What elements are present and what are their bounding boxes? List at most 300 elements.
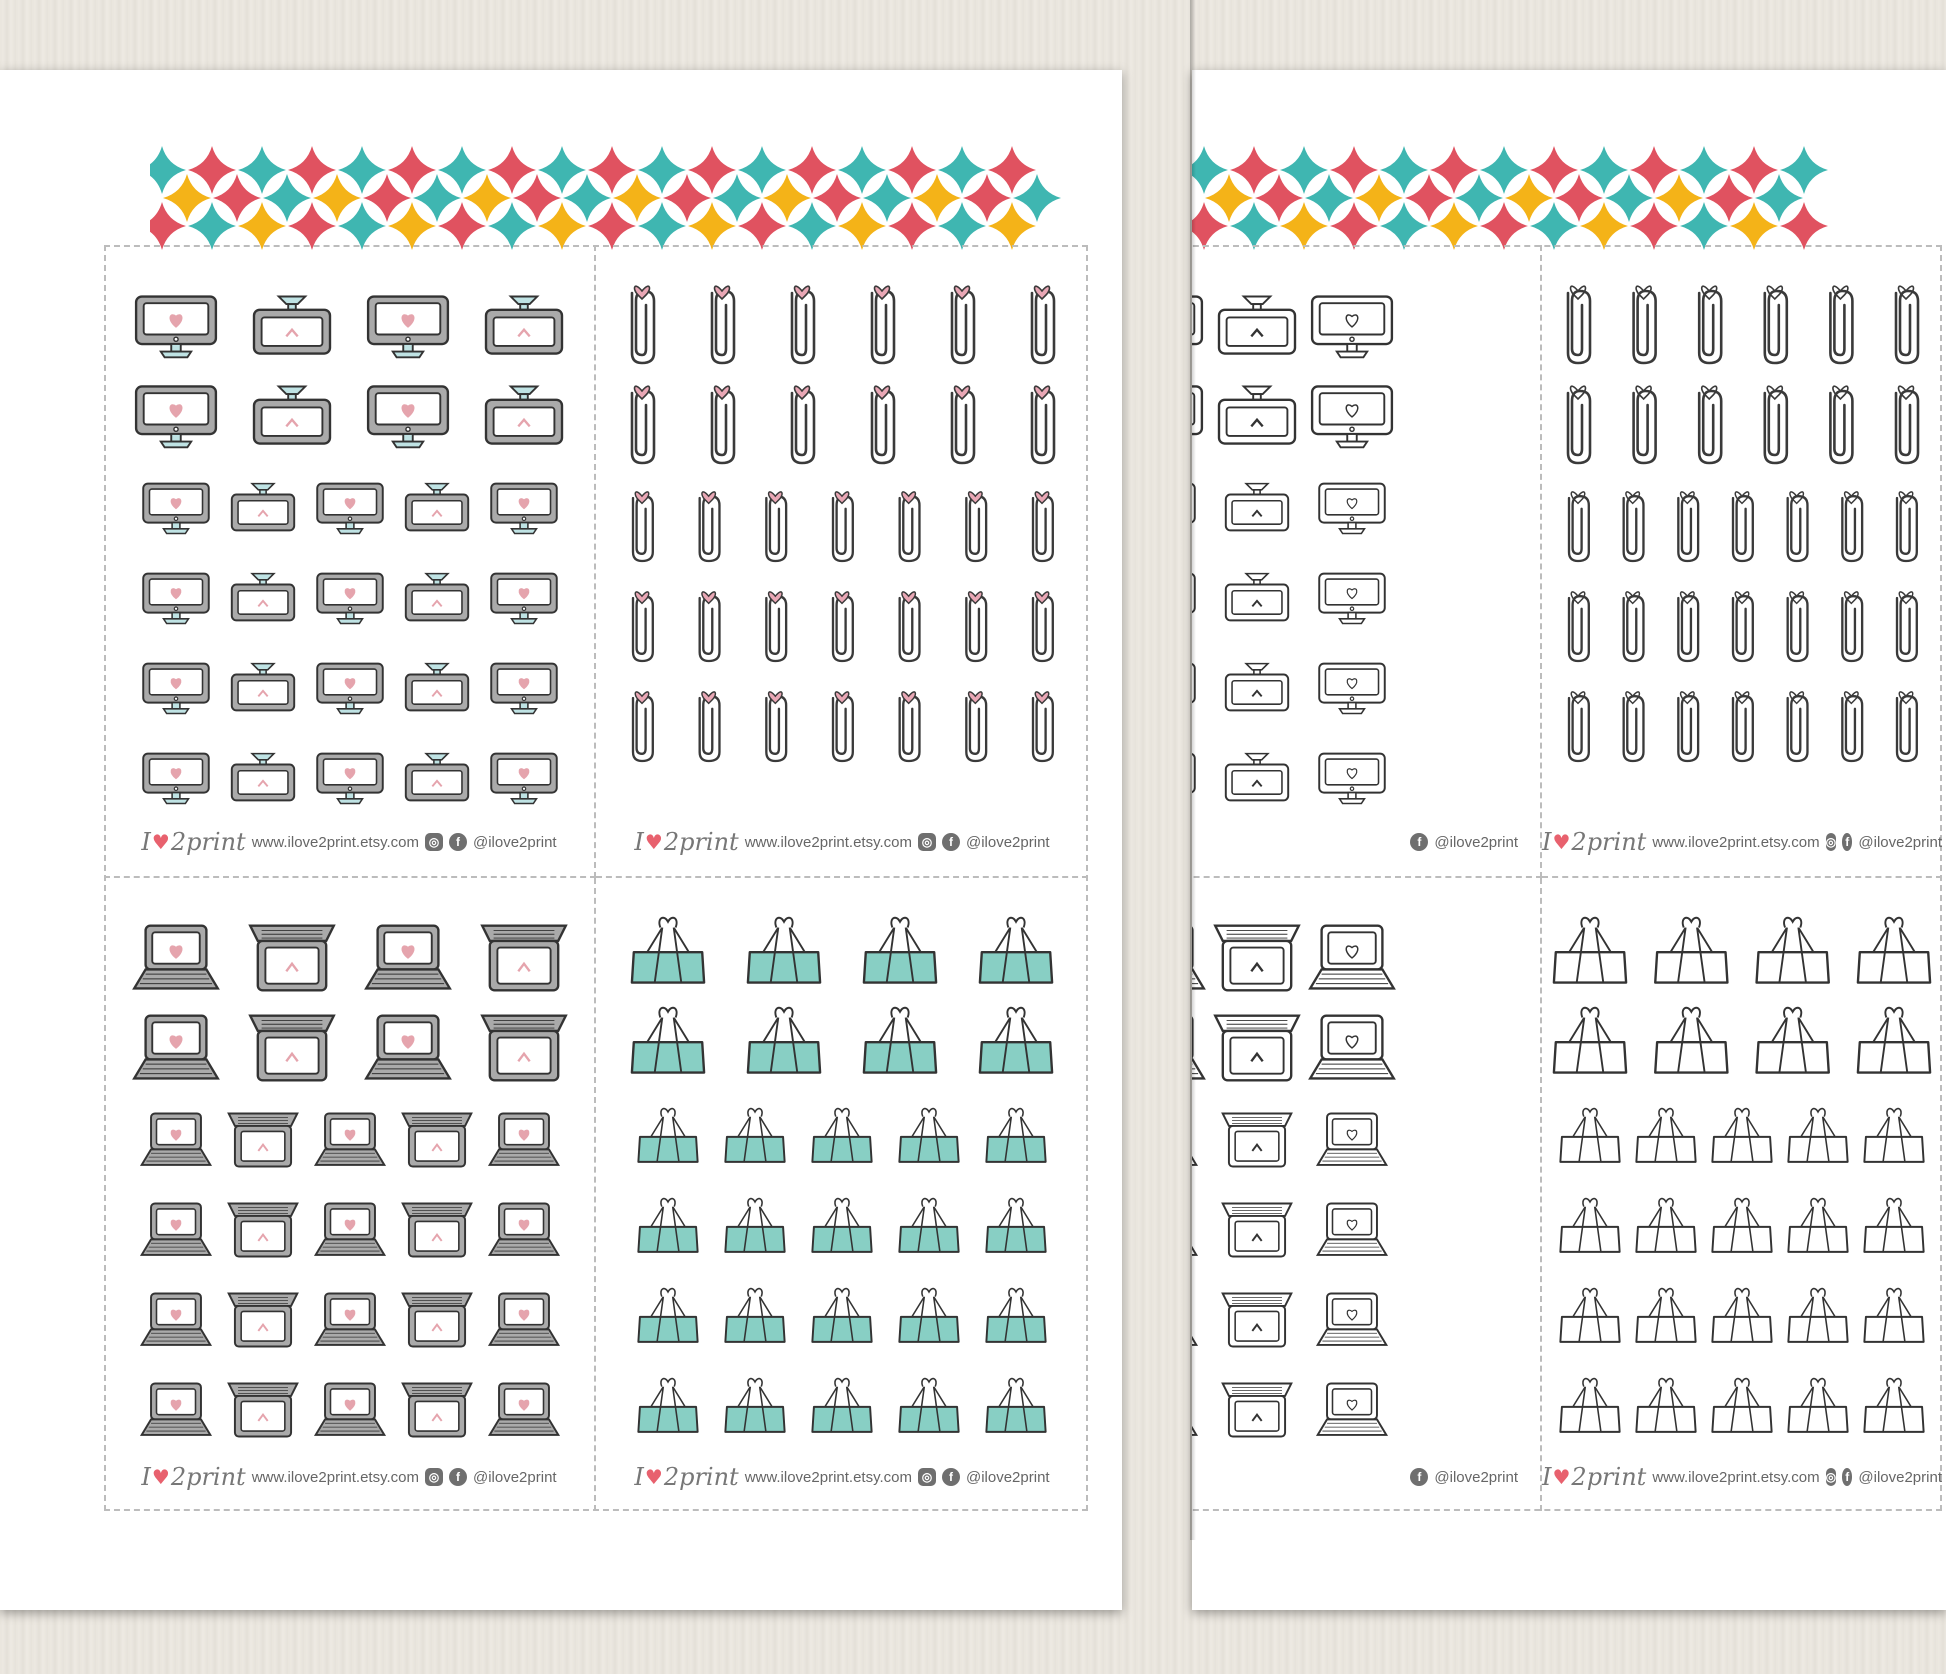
binder-clip-icon	[725, 1379, 784, 1432]
binder-clip-icon	[1788, 1379, 1847, 1432]
diamond-shape	[1230, 146, 1278, 194]
laptop-icon	[229, 1203, 298, 1256]
monitor-icon	[1226, 754, 1288, 801]
paperclip-icon	[1699, 286, 1721, 363]
diamond-shape	[763, 174, 811, 222]
laptop-icon	[134, 926, 218, 989]
sheet-footer	[596, 822, 1088, 862]
diamond-shape	[938, 146, 986, 194]
sheet-footer	[1542, 1457, 1942, 1497]
diamond-shape	[1280, 202, 1328, 250]
laptop-icon	[490, 1293, 559, 1344]
paperclip-icon	[632, 286, 654, 363]
diamond-shape	[150, 146, 186, 194]
diamond-shape	[1680, 202, 1728, 250]
laptop-icon	[316, 1383, 385, 1434]
binder-clip-icon	[986, 1199, 1045, 1252]
paperclip-icon	[1568, 386, 1590, 463]
facebook-icon: f	[942, 833, 960, 851]
diamond-shape	[1230, 202, 1278, 250]
binder-clip-icon	[725, 1289, 784, 1342]
diamond-shape	[288, 146, 336, 194]
diamond-shape	[1405, 174, 1453, 222]
monitor-icon	[232, 484, 294, 531]
diamond-shape	[888, 146, 936, 194]
diamond-shape	[1505, 174, 1553, 222]
heart-icon: ♥	[1552, 1465, 1571, 1489]
diamond-shape	[1580, 146, 1628, 194]
paperclip-icon	[833, 592, 853, 661]
paperclip-icon	[833, 692, 853, 761]
monitor-icon	[254, 387, 330, 444]
paperclip-icon	[1033, 692, 1053, 761]
diamond-shape	[313, 174, 361, 222]
paperclip-icon	[1842, 492, 1862, 561]
monitor-icon	[406, 574, 468, 621]
diamond-shape	[1580, 202, 1628, 250]
monitor-icon	[232, 574, 294, 621]
diamond-shape	[838, 146, 886, 194]
laptop-icon	[490, 1383, 559, 1434]
shop-url: www.ilove2print.etsy.com	[744, 1468, 912, 1486]
diamond-shape	[538, 202, 586, 250]
binder-clip-icon	[1636, 1289, 1695, 1342]
monitor-icon	[1312, 387, 1392, 448]
instagram-icon: ◎	[918, 1468, 936, 1486]
monitor-icon	[1226, 484, 1288, 531]
diamond-shape	[438, 146, 486, 194]
binder-clip-icon	[986, 1289, 1045, 1342]
diamond-shape	[988, 146, 1036, 194]
diamond-shape	[788, 146, 836, 194]
binder-clip-icon	[986, 1109, 1045, 1162]
diamond-pattern-band	[1192, 136, 1832, 256]
paperclip-icon	[1678, 492, 1698, 561]
paperclip-icon	[900, 692, 920, 761]
binder-clip-icon	[899, 1109, 958, 1162]
diamond-shape	[1655, 174, 1703, 222]
binder-clip-icon	[812, 1199, 871, 1252]
diamond-shape	[588, 146, 636, 194]
monitor-icon	[486, 297, 562, 354]
quadrant-paperclips	[596, 245, 1088, 878]
monitor-icon	[232, 754, 294, 801]
diamond-shape	[488, 202, 536, 250]
ilove2print-logo: I ♥ 2print	[634, 1463, 739, 1491]
monitor-icon	[136, 387, 216, 448]
binder-clip-icon	[1554, 918, 1626, 983]
paperclip-icon	[833, 492, 853, 561]
monitor-icon	[491, 484, 557, 534]
paperclip-icon	[1624, 692, 1644, 761]
binder-clip-icon	[1554, 1008, 1626, 1073]
diamond-shape	[663, 174, 711, 222]
diamond-shape	[338, 146, 386, 194]
binder-clip-icon	[638, 1199, 697, 1252]
diamond-shape	[1680, 146, 1728, 194]
facebook-icon: f	[449, 1468, 467, 1486]
facebook-icon: f	[1410, 833, 1428, 851]
binder-clip-icon	[812, 1109, 871, 1162]
laptop-icon	[403, 1113, 472, 1166]
diamond-shape	[588, 202, 636, 250]
monitor-icon	[317, 574, 383, 624]
laptop-icon	[1310, 1016, 1394, 1079]
binder-clip-icon	[1712, 1199, 1771, 1252]
laptop-icon	[250, 926, 334, 991]
paperclip-icon	[1788, 492, 1808, 561]
diamond-shape	[1480, 146, 1528, 194]
paperclip-icon	[632, 386, 654, 463]
sheet-footer	[596, 1457, 1088, 1497]
monitor-icon	[143, 754, 209, 804]
ilove2print-logo: I ♥ 2print	[141, 1463, 246, 1491]
facebook-icon: f	[449, 833, 467, 851]
monitor-icon	[406, 664, 468, 711]
laptop-icon	[134, 1016, 218, 1079]
paperclip-icon	[1569, 492, 1589, 561]
laptop-icon	[1223, 1113, 1292, 1166]
paperclip-icon	[766, 592, 786, 661]
paperclip-icon	[900, 492, 920, 561]
monitor-icon	[1226, 574, 1288, 621]
facebook-icon: f	[1410, 1468, 1428, 1486]
diamond-shape	[913, 174, 961, 222]
binder-clip-icon	[638, 1109, 697, 1162]
diamond-shape	[1730, 202, 1778, 250]
instagram-icon: ◎	[918, 833, 936, 851]
binder-clip-icon	[1712, 1109, 1771, 1162]
monitor-icon	[368, 387, 448, 448]
sheet-footer	[1542, 822, 1942, 862]
laptop-icon	[482, 926, 566, 991]
paperclip-icon	[1678, 592, 1698, 661]
binder-clip-icon	[980, 1008, 1052, 1073]
diamond-shape	[213, 174, 261, 222]
monitor-icon	[1312, 297, 1392, 358]
sheet-footer	[1192, 1457, 1540, 1497]
paperclip-icon	[766, 492, 786, 561]
diamond-shape	[1605, 174, 1653, 222]
quadrant-paperclips	[1542, 245, 1942, 878]
page-edge-shadow	[1190, 0, 1196, 1540]
binder-clip-icon	[1712, 1379, 1771, 1432]
diamond-shape	[1380, 146, 1428, 194]
paperclip-icon	[1830, 286, 1852, 363]
diamond-shape	[1192, 202, 1228, 250]
social-handle: @ilove2print	[1858, 1468, 1942, 1486]
binder-clip-icon	[1864, 1379, 1923, 1432]
binder-clip-icon	[1560, 1109, 1619, 1162]
diamond-shape	[1205, 174, 1253, 222]
paperclip-icon	[1634, 286, 1656, 363]
paperclip-icon	[633, 492, 653, 561]
diamond-shape	[1705, 174, 1753, 222]
diamond-shape	[513, 174, 561, 222]
diamond-shape	[638, 202, 686, 250]
binder-clip-icon	[748, 1008, 820, 1073]
laptop-icon	[490, 1113, 559, 1164]
monitor-icon	[491, 754, 557, 804]
monitor-icon	[136, 297, 216, 358]
laptop-icon	[316, 1113, 385, 1164]
monitor-icon	[1319, 574, 1385, 624]
social-handle: @ilove2print	[965, 833, 1050, 851]
diamond-shape	[1530, 146, 1578, 194]
social-handle: @ilove2print	[1434, 1468, 1518, 1486]
paperclip-icon	[1733, 592, 1753, 661]
diamond-shape	[363, 174, 411, 222]
laptop-icon	[316, 1203, 385, 1254]
ilove2print-logo: I ♥ 2print	[1542, 828, 1647, 856]
paperclip-icon	[1678, 692, 1698, 761]
binder-clip-icon	[1712, 1289, 1771, 1342]
paperclip-icon	[1569, 592, 1589, 661]
diamond-pattern-band	[150, 136, 1070, 256]
diamond-shape	[1730, 146, 1778, 194]
paperclip-icon	[1634, 386, 1656, 463]
diamond-shape	[1013, 174, 1061, 222]
paperclip-icon	[792, 386, 814, 463]
laptop-icon	[1318, 1113, 1387, 1164]
diamond-shape	[150, 202, 186, 250]
instagram-icon: ◎	[425, 1468, 443, 1486]
paperclip-icon	[1032, 286, 1054, 363]
binder-clip-icon	[1636, 1379, 1695, 1432]
diamond-shape	[963, 174, 1011, 222]
binder-clip-icon	[748, 918, 820, 983]
diamond-shape	[1430, 202, 1478, 250]
diamond-shape	[813, 174, 861, 222]
monitor-icon	[254, 297, 330, 354]
binder-clip-icon	[1788, 1109, 1847, 1162]
instagram-icon: ◎	[1825, 835, 1837, 849]
paperclip-icon	[1033, 492, 1053, 561]
paperclip-icon	[1032, 386, 1054, 463]
monitor-icon	[406, 754, 468, 801]
binder-clip-icon	[632, 1008, 704, 1073]
laptop-icon	[403, 1383, 472, 1436]
instagram-icon: ◎	[1825, 1470, 1837, 1484]
diamond-shape	[338, 202, 386, 250]
heart-icon: ♥	[151, 1465, 170, 1489]
paperclip-icon	[1699, 386, 1721, 463]
laptop-icon	[1318, 1383, 1387, 1434]
diamond-shape	[1530, 202, 1578, 250]
paperclip-icon	[966, 492, 986, 561]
paperclip-icon	[700, 492, 720, 561]
diamond-shape	[1555, 174, 1603, 222]
diamond-shape	[563, 174, 611, 222]
paperclip-icon	[872, 286, 894, 363]
monitor-icon	[1226, 664, 1288, 711]
monitor-icon	[143, 664, 209, 714]
binder-clip-icon	[980, 918, 1052, 983]
paperclip-icon	[700, 592, 720, 661]
shop-url: www.ilove2print.etsy.com	[251, 1468, 419, 1486]
binder-clip-icon	[1636, 1109, 1695, 1162]
quadrant-binder-clips	[596, 878, 1088, 1511]
paperclip-icon	[1624, 492, 1644, 561]
monitor-icon	[1219, 297, 1295, 354]
diamond-shape	[1380, 202, 1428, 250]
sheet-footer	[104, 822, 594, 862]
diamond-shape	[263, 174, 311, 222]
paperclip-icon	[766, 692, 786, 761]
instagram-icon: ◎	[425, 833, 443, 851]
diamond-shape	[738, 202, 786, 250]
laptop-icon	[490, 1203, 559, 1254]
binder-clip-icon	[864, 1008, 936, 1073]
binder-clip-icon	[1864, 1199, 1923, 1252]
laptop-icon	[142, 1113, 211, 1164]
binder-clip-icon	[1560, 1379, 1619, 1432]
laptop-icon	[403, 1293, 472, 1346]
paperclip-icon	[1733, 492, 1753, 561]
diamond-shape	[388, 202, 436, 250]
diamond-shape	[1330, 202, 1378, 250]
binder-clip-icon	[1560, 1289, 1619, 1342]
diamond-shape	[788, 202, 836, 250]
paperclip-icon	[966, 592, 986, 661]
diamond-shape	[1480, 202, 1528, 250]
binder-clip-icon	[1757, 918, 1829, 983]
binder-clip-icon	[899, 1199, 958, 1252]
diamond-shape	[1780, 146, 1828, 194]
diamond-shape	[863, 174, 911, 222]
binder-clip-icon	[812, 1289, 871, 1342]
diamond-shape	[1780, 202, 1828, 250]
monitor-icon	[143, 484, 209, 534]
binder-clip-icon	[812, 1379, 871, 1432]
paperclip-icon	[1624, 592, 1644, 661]
laptop-icon	[250, 1016, 334, 1081]
heart-icon: ♥	[1552, 830, 1571, 854]
quadrant-binder-clips	[1542, 878, 1942, 1511]
laptop-icon	[1318, 1293, 1387, 1344]
monitor-icon	[491, 574, 557, 624]
paperclip-icon	[633, 692, 653, 761]
binder-clip-icon	[1864, 1109, 1923, 1162]
binder-clip-icon	[632, 918, 704, 983]
ilove2print-logo: I ♥ 2print	[1542, 1463, 1647, 1491]
diamond-shape	[438, 202, 486, 250]
paperclip-icon	[1896, 286, 1918, 363]
diamond-shape	[988, 202, 1036, 250]
quadrant-monitors	[104, 245, 596, 878]
diamond-shape	[688, 146, 736, 194]
quadrant-laptops	[104, 878, 596, 1511]
paperclip-icon	[712, 286, 734, 363]
binder-clip-icon	[725, 1109, 784, 1162]
diamond-shape	[413, 174, 461, 222]
ilove2print-logo: I ♥ 2print	[634, 828, 739, 856]
paperclip-icon	[1896, 386, 1918, 463]
laptop-icon	[316, 1293, 385, 1344]
monitor-icon	[143, 574, 209, 624]
paperclip-icon	[1568, 286, 1590, 363]
diamond-shape	[1430, 146, 1478, 194]
paperclip-icon	[1897, 492, 1917, 561]
laptop-icon	[366, 926, 450, 989]
laptop-icon	[1318, 1203, 1387, 1254]
diamond-shape	[938, 202, 986, 250]
monitor-icon	[491, 664, 557, 714]
shop-url: www.ilove2print.etsy.com	[1652, 833, 1820, 851]
shop-url: www.ilove2print.etsy.com	[1652, 1468, 1820, 1486]
binder-clip-icon	[1757, 1008, 1829, 1073]
monitor-icon	[1319, 754, 1385, 804]
social-handle: @ilove2print	[965, 1468, 1050, 1486]
ilove2print-logo: I ♥ 2print	[141, 828, 246, 856]
paperclip-icon	[952, 386, 974, 463]
paperclip-icon	[1842, 692, 1862, 761]
laptop-icon	[482, 1016, 566, 1081]
binder-clip-icon	[899, 1289, 958, 1342]
paperclip-icon	[633, 592, 653, 661]
diamond-shape	[238, 146, 286, 194]
laptop-icon	[229, 1383, 298, 1436]
diamond-shape	[538, 146, 586, 194]
diamond-shape	[1280, 146, 1328, 194]
monitor-icon	[406, 484, 468, 531]
social-handle: @ilove2print	[1858, 833, 1942, 851]
binder-clip-icon	[638, 1379, 697, 1432]
diamond-shape	[163, 174, 211, 222]
laptop-icon	[366, 1016, 450, 1079]
paperclip-icon	[1842, 592, 1862, 661]
diamond-shape	[1455, 174, 1503, 222]
paperclip-icon	[966, 692, 986, 761]
monitor-icon	[317, 484, 383, 534]
laptop-icon	[229, 1113, 298, 1166]
sticker-sheet-outline	[1192, 70, 1946, 1610]
facebook-icon: f	[942, 1468, 960, 1486]
binder-clip-icon	[725, 1199, 784, 1252]
facebook-icon: f	[1842, 833, 1852, 851]
binder-clip-icon	[638, 1289, 697, 1342]
diamond-shape	[188, 146, 236, 194]
binder-clip-icon	[899, 1379, 958, 1432]
monitor-icon	[232, 664, 294, 711]
sheet-footer	[104, 1457, 594, 1497]
paperclip-icon	[700, 692, 720, 761]
monitor-icon	[1219, 387, 1295, 444]
diamond-shape	[838, 202, 886, 250]
paperclip-icon	[792, 286, 814, 363]
laptop-icon	[1223, 1203, 1292, 1256]
laptop-icon	[1223, 1383, 1292, 1436]
diamond-shape	[738, 146, 786, 194]
diamond-shape	[1305, 174, 1353, 222]
paperclip-icon	[1788, 692, 1808, 761]
paperclip-icon	[712, 386, 734, 463]
binder-clip-icon	[1788, 1199, 1847, 1252]
laptop-icon	[1215, 926, 1299, 991]
diamond-shape	[1330, 146, 1378, 194]
laptop-icon	[1223, 1293, 1292, 1346]
paperclip-icon	[1897, 692, 1917, 761]
paperclip-icon	[1033, 592, 1053, 661]
diamond-shape	[688, 202, 736, 250]
paperclip-icon	[872, 386, 894, 463]
binder-clip-icon	[1636, 1199, 1695, 1252]
laptop-icon	[229, 1293, 298, 1346]
laptop-icon	[142, 1383, 211, 1434]
binder-clip-icon	[986, 1379, 1045, 1432]
diamond-shape	[713, 174, 761, 222]
social-handle: @ilove2print	[1434, 833, 1518, 851]
